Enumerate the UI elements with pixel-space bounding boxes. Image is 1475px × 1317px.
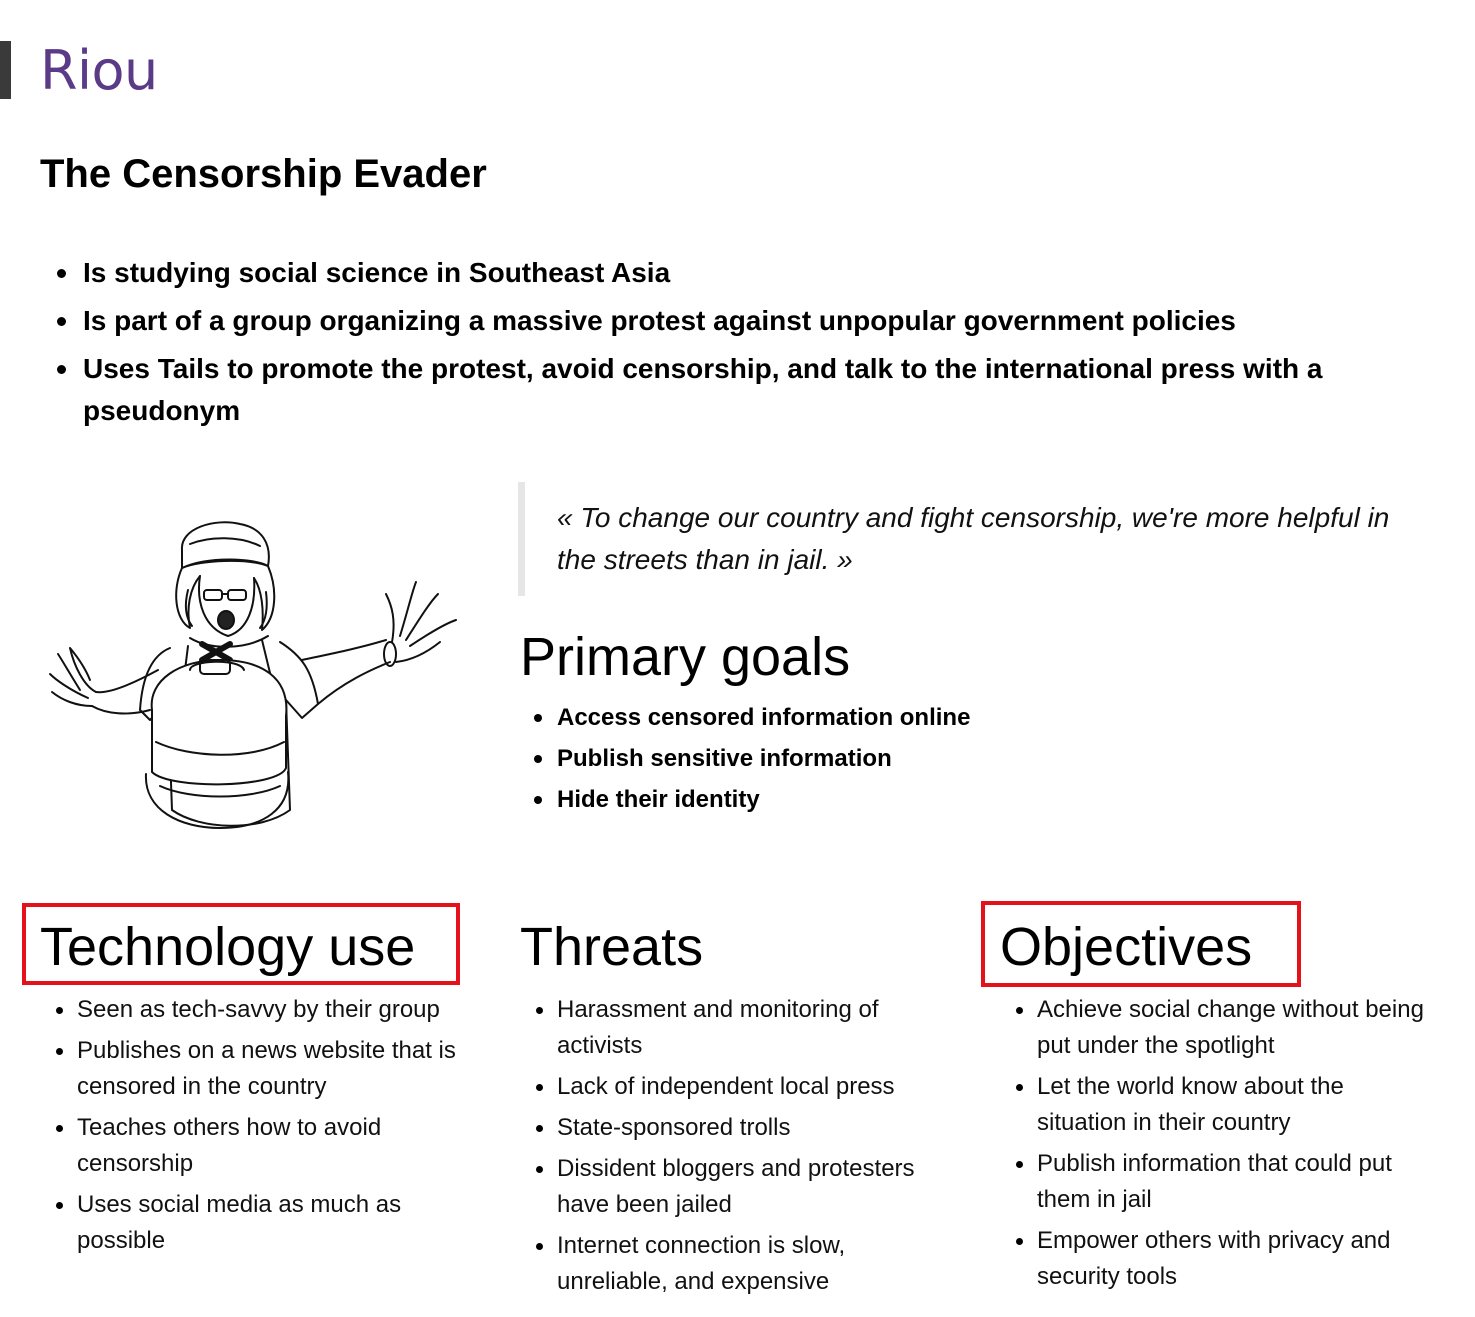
goal-item: Publish sensitive information <box>520 741 1220 777</box>
intro-item: Uses Tails to promote the protest, avoid censorship, and talk to the international press with a pseudonym <box>40 348 1385 432</box>
list-item: Harassment and monitoring of activists <box>520 992 940 1064</box>
objectives-list <box>1000 992 1430 1300</box>
list-item: Internet connection is slow, unreliable, and expensive <box>520 1228 940 1300</box>
threats-heading: Threats <box>520 917 704 977</box>
persona-subtitle: The Censorship Evader <box>40 152 487 196</box>
primary-goals-heading: Primary goals <box>520 627 851 687</box>
list-item: Dissident bloggers and protesters have been jailed <box>520 1151 940 1223</box>
objectives-heading: Objectives <box>1000 917 1253 977</box>
persona-illustration <box>40 510 470 870</box>
list-item: Uses social media as much as possible <box>40 1187 460 1259</box>
page-title: Riou <box>40 39 158 102</box>
list-item: Publishes on a news website that is censored in the country <box>40 1033 460 1105</box>
list-item: Achieve social change without being put under the spotlight <box>1000 992 1430 1064</box>
intro-item: Is studying social science in Southeast Asia <box>40 252 1385 294</box>
goal-item: Access censored information online <box>520 700 1220 736</box>
threats-list <box>520 992 940 1305</box>
list-item: Lack of independent local press <box>520 1069 940 1105</box>
intro-list <box>40 252 1385 438</box>
list-item: State-sponsored trolls <box>520 1110 940 1146</box>
list-item: Empower others with privacy and security tools <box>1000 1223 1430 1295</box>
list-item: Seen as tech-savvy by their group <box>40 992 460 1028</box>
goal-item: Hide their identity <box>520 782 1220 818</box>
technology-use-list <box>40 992 460 1264</box>
technology-use-heading: Technology use <box>40 917 416 977</box>
intro-item: Is part of a group organizing a massive protest against unpopular government policies <box>40 300 1385 342</box>
primary-goals-list <box>520 700 1220 823</box>
title-accent-bar <box>0 41 11 99</box>
list-item: Teaches others how to avoid censorship <box>40 1110 460 1182</box>
list-item: Let the world know about the situation in their country <box>1000 1069 1430 1141</box>
list-item: Publish information that could put them in jail <box>1000 1146 1430 1218</box>
persona-quote: « To change our country and fight censorship, we're more helpful in the streets than in jail. » <box>518 482 1418 596</box>
